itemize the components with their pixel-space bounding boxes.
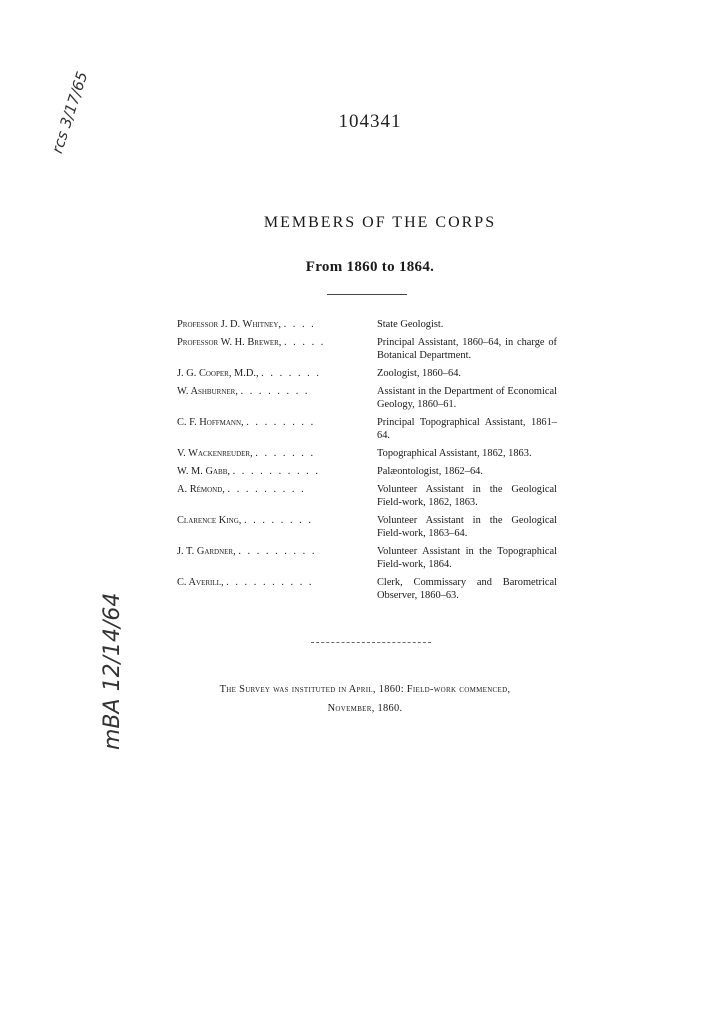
leader-dots: . . . . . . . (261, 368, 321, 379)
member-role: Clerk, Commissary and Barometrical Observer, 1860–63. (377, 577, 557, 601)
leader-dots: . . . . . . . (255, 448, 316, 459)
member-row (177, 336, 557, 362)
leader-dots: . . . . . . . . . . (226, 577, 314, 588)
member-name (177, 514, 377, 540)
member-name (177, 483, 377, 509)
member-name-text: C. F. Hoffmann, (177, 417, 244, 428)
member-name-text: Professor J. D. Whitney, (177, 319, 281, 330)
member-name-text: C. Averill, (177, 577, 224, 588)
member-role: Zoologist, 1860–64. (377, 368, 461, 379)
member-role: State Geologist. (377, 319, 444, 330)
member-row (177, 545, 557, 571)
member-name-text: W. M. Gabb, (177, 466, 230, 477)
leader-dots: . . . . . . . . (246, 417, 316, 428)
member-role: Palæontologist, 1862–64. (377, 466, 483, 477)
handwritten-date-note: rcs 3/17/65 (48, 69, 92, 156)
member-name-text: Professor W. H. Brewer, (177, 337, 282, 348)
member-name (177, 385, 377, 411)
leader-dots: . . . . . . . . (240, 386, 310, 397)
member-row (177, 367, 557, 380)
member-role: Assistant in the Department of Economical Geology, 1860–61. (377, 386, 557, 410)
member-row (177, 385, 557, 411)
leader-dots: . . . . (283, 319, 316, 330)
member-role: Volunteer Assistant in the Geological Field-work, 1862, 1863. (377, 484, 557, 508)
leader-dots: . . . . . . . . . (238, 546, 317, 557)
member-row (177, 576, 557, 602)
member-role: Principal Topographical Assistant, 1861–64. (377, 417, 557, 441)
member-name (177, 576, 377, 602)
members-list (177, 318, 557, 607)
member-name (177, 318, 377, 331)
member-name-text: J. G. Cooper, M.D., (177, 368, 259, 379)
member-row (177, 465, 557, 478)
leader-dots: . . . . . . . . (243, 515, 313, 526)
member-row (177, 318, 557, 331)
member-name-text: A. Rémond, (177, 484, 225, 495)
footer-line-1: The Survey was instituted in April, 1860: Field-work commenced, (219, 684, 511, 695)
leader-dots: . . . . . . . . . (227, 484, 306, 495)
member-role: Volunteer Assistant in the Geological Field-work, 1863–64. (377, 515, 557, 539)
page-subtitle: From 1860 to 1864. (305, 259, 435, 275)
accession-number: 104341 (338, 111, 402, 132)
divider-bottom (311, 642, 431, 643)
member-row (177, 416, 557, 442)
divider-top (327, 294, 407, 295)
footer-note (170, 680, 560, 718)
member-name-text: W. Ashburner, (177, 386, 238, 397)
member-name (177, 465, 377, 478)
leader-dots: . . . . . (283, 337, 326, 348)
member-name (177, 336, 377, 362)
member-row (177, 447, 557, 460)
member-name-text: Clarence King, (177, 515, 242, 526)
handwritten-mba-note: mBA 12/14/64 (100, 592, 125, 750)
footer-line-2: November, 1860. (327, 703, 403, 714)
page-title: MEMBERS OF THE CORPS (263, 214, 497, 231)
member-name (177, 416, 377, 442)
member-name (177, 447, 377, 460)
member-row (177, 483, 557, 509)
member-name-text: J. T. Gardner, (177, 546, 236, 557)
member-name-text: V. Wackenreuder, (177, 448, 253, 459)
member-role: Volunteer Assistant in the Topographical Field-work, 1864. (377, 546, 557, 570)
member-name (177, 367, 377, 380)
member-role: Topographical Assistant, 1862, 1863. (377, 448, 532, 459)
leader-dots: . . . . . . . . . . (232, 466, 320, 477)
member-role: Principal Assistant, 1860–64, in charge of Botanical Department. (377, 337, 557, 361)
member-row (177, 514, 557, 540)
member-name (177, 545, 377, 571)
